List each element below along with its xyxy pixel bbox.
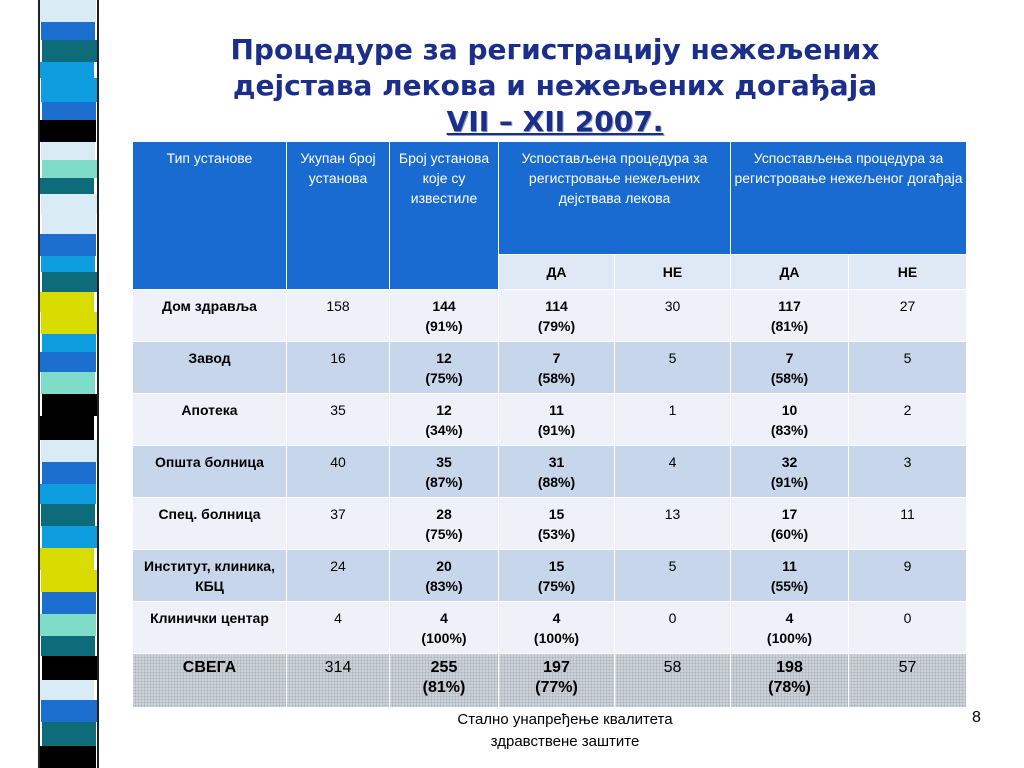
cell-total-value: 4 — [334, 610, 342, 626]
cell-reported-value: 12 — [436, 402, 452, 418]
stripe-band — [40, 62, 94, 78]
table-row — [133, 602, 967, 654]
table-row — [133, 550, 967, 602]
table-row — [133, 446, 967, 498]
header-reactions-no: НЕ — [615, 255, 731, 290]
cell-reported — [390, 654, 499, 708]
cell-name — [133, 446, 287, 498]
cell-reported — [390, 446, 499, 498]
cell-reactions-yes — [499, 290, 615, 342]
cell-reactions-yes-value: 4 — [552, 610, 561, 626]
cell-reported-value: 28 — [436, 506, 452, 522]
stripe-band — [41, 22, 95, 40]
header-proc-reactions: Успостављена процедура за регистровање нежељених дејствава лекова — [499, 142, 731, 255]
header-reactions-yes: ДА — [499, 255, 615, 290]
cell-events-no-value: 5 — [903, 350, 912, 366]
stripe-band — [40, 178, 94, 194]
cell-reactions-yes-value: 31 — [548, 454, 565, 470]
cell-events-yes — [731, 498, 849, 550]
cell-reactions-yes — [499, 342, 615, 394]
cell-total-value: 158 — [326, 298, 350, 314]
cell-reactions-no-value: 5 — [668, 558, 677, 574]
cell-events-no — [849, 654, 967, 708]
cell-total — [287, 602, 390, 654]
cell-reported-value: (75%) — [425, 370, 463, 386]
cell-reactions-no — [615, 654, 731, 708]
cell-reactions-yes-value: (77%) — [535, 679, 578, 696]
cell-reported-value: (34%) — [425, 422, 463, 438]
cell-reported-value: 4 — [440, 610, 448, 626]
stripe-band — [40, 614, 96, 636]
stripe-band — [42, 592, 96, 614]
cell-events-no-value: 57 — [898, 659, 917, 676]
header-events-yes: ДА — [731, 255, 849, 290]
cell-events-yes-value: 11 — [782, 558, 797, 574]
cell-total — [287, 394, 390, 446]
cell-reported — [390, 550, 499, 602]
header-total: Укупан број установа — [287, 142, 390, 290]
stripe-band — [40, 746, 96, 768]
stripe-band — [42, 272, 98, 292]
cell-events-yes-value: 17 — [781, 506, 798, 522]
cell-events-yes-value: 32 — [781, 454, 798, 470]
cell-reactions-yes — [499, 602, 615, 654]
stripe-band — [41, 504, 95, 526]
cell-events-no — [849, 498, 967, 550]
stripe-band — [40, 680, 94, 700]
cell-reported — [390, 602, 499, 654]
cell-name — [133, 342, 287, 394]
stripe-edge — [38, 0, 40, 768]
cell-total-value: 40 — [330, 454, 346, 470]
table-row — [133, 498, 967, 550]
cell-name — [133, 654, 287, 708]
stripe-band — [41, 78, 97, 102]
header-type: Тип установе — [133, 142, 287, 290]
cell-events-yes — [731, 290, 849, 342]
cell-reported-value: 12 — [436, 350, 452, 366]
cell-total-value: 35 — [330, 402, 346, 418]
cell-reported-value: 35 — [436, 454, 452, 470]
stripe-band — [40, 0, 96, 22]
cell-events-yes-value: 4 — [785, 610, 794, 626]
cell-name — [133, 394, 287, 446]
cell-events-yes-value: (55%) — [770, 578, 809, 594]
cell-events-yes — [731, 550, 849, 602]
cell-reactions-yes-value: 114 — [545, 298, 568, 314]
cell-total — [287, 550, 390, 602]
cell-reactions-yes-value: 7 — [552, 350, 561, 366]
stripe-band — [42, 394, 98, 416]
cell-reactions-yes-value: (58%) — [537, 370, 576, 386]
cell-events-no-value: 3 — [903, 454, 912, 470]
cell-name — [133, 550, 287, 602]
cell-reported-value: (81%) — [422, 679, 466, 696]
stripe-band — [41, 636, 95, 656]
stripe-band — [41, 194, 97, 214]
cell-reactions-yes-value: (88%) — [537, 474, 576, 490]
cell-reactions-yes-value: (100%) — [533, 630, 580, 646]
stripe-band — [42, 722, 96, 746]
cell-name-value: Завод — [188, 350, 231, 366]
cell-events-no-value: 0 — [903, 610, 912, 626]
cell-reactions-no — [615, 498, 731, 550]
stripe-band — [42, 214, 96, 234]
stripe-band — [42, 526, 98, 548]
cell-reported-value: 20 — [436, 558, 452, 574]
stripe-band — [41, 570, 97, 592]
cell-reactions-yes — [499, 550, 615, 602]
cell-name-value: Институт, клиника, КБЦ — [144, 558, 275, 594]
cell-events-no — [849, 550, 967, 602]
cell-events-no — [849, 602, 967, 654]
cell-name — [133, 290, 287, 342]
cell-events-yes — [731, 394, 849, 446]
stripe-edge — [97, 0, 99, 768]
cell-reactions-no — [615, 446, 731, 498]
stripe-band — [41, 256, 95, 272]
cell-reactions-no-value: 30 — [664, 298, 681, 314]
cell-reactions-yes — [499, 446, 615, 498]
cell-reactions-yes — [499, 394, 615, 446]
cell-events-yes — [731, 446, 849, 498]
cell-reported-value: (83%) — [425, 578, 463, 594]
cell-reactions-no-value: 4 — [668, 454, 677, 470]
table-row — [133, 290, 967, 342]
cell-reactions-yes-value: (53%) — [537, 526, 576, 542]
table-row — [133, 342, 967, 394]
header-reported: Број установа које су известиле — [390, 142, 499, 290]
cell-reactions-no — [615, 342, 731, 394]
stripe-band — [40, 548, 94, 570]
stripe-band — [40, 484, 96, 504]
cell-events-yes-value: 198 — [776, 659, 803, 676]
cell-reported — [390, 290, 499, 342]
cell-reactions-yes-value: 15 — [548, 506, 565, 522]
cell-reactions-yes — [499, 654, 615, 708]
footer-text — [400, 709, 730, 753]
cell-events-no — [849, 342, 967, 394]
cell-events-yes-value: 117 — [778, 298, 801, 314]
cell-events-yes-value: 10 — [781, 402, 798, 418]
cell-reactions-no — [615, 602, 731, 654]
cell-reactions-yes-value: (91%) — [537, 422, 576, 438]
stripe-band — [42, 160, 98, 178]
stripe-band — [42, 462, 96, 484]
stripe-band — [42, 102, 96, 120]
cell-events-yes-value: (91%) — [770, 474, 809, 490]
cell-events-no — [849, 446, 967, 498]
cell-reactions-no-value: 13 — [664, 506, 681, 522]
cell-events-yes — [731, 654, 849, 708]
cell-events-yes — [731, 602, 849, 654]
cell-reactions-yes-value: 11 — [549, 402, 564, 418]
cell-total — [287, 498, 390, 550]
cell-reported-value: (91%) — [425, 318, 463, 334]
cell-events-no-value: 27 — [899, 298, 916, 314]
cell-total — [287, 290, 390, 342]
cell-total — [287, 446, 390, 498]
header-events-no: НЕ — [849, 255, 967, 290]
cell-reactions-yes-value: (79%) — [537, 318, 576, 334]
stripe-band — [41, 440, 97, 462]
cell-events-yes-value: (78%) — [768, 679, 811, 696]
title-line-2: дејстава лекова и нежељених догађаја — [232, 69, 878, 102]
cell-name — [133, 498, 287, 550]
footer-line-1: Стално унапређење квалитета — [457, 711, 673, 728]
cell-reactions-no-value: 58 — [663, 659, 682, 676]
cell-events-yes-value: (81%) — [770, 318, 809, 334]
cell-total-value: 314 — [324, 659, 352, 676]
cell-total-value: 24 — [330, 558, 346, 574]
cell-reported-value: 255 — [430, 659, 458, 676]
cell-reactions-yes-value: 15 — [548, 558, 565, 574]
cell-reactions-yes-value: (75%) — [537, 578, 576, 594]
decorative-stripe-column — [0, 0, 140, 768]
cell-events-no-value: 9 — [903, 558, 912, 574]
title-line-1: Процедуре за регистрацију нежељених — [230, 33, 880, 66]
cell-reported-value: (87%) — [425, 474, 463, 490]
cell-total-value: 16 — [330, 350, 346, 366]
stripe-band — [42, 656, 98, 680]
cell-events-no-value: 11 — [900, 506, 915, 522]
footer-line-2: здравствене заштите — [490, 733, 640, 750]
stripe-band — [41, 372, 95, 394]
stripe-band — [40, 234, 96, 256]
cell-reported-value: 144 — [432, 298, 456, 314]
cell-reported — [390, 394, 499, 446]
cell-events-no — [849, 290, 967, 342]
cell-reactions-no-value: 5 — [668, 350, 677, 366]
cell-total — [287, 654, 390, 708]
cell-events-yes-value: (100%) — [766, 630, 813, 646]
cell-events-yes-value: (60%) — [770, 526, 809, 542]
stripe-band — [40, 120, 96, 142]
cell-reactions-no — [615, 290, 731, 342]
stripe-band — [42, 40, 98, 62]
cell-name-value: Апотека — [181, 402, 238, 418]
stripe-band — [40, 292, 94, 312]
cell-name — [133, 602, 287, 654]
cell-events-no — [849, 394, 967, 446]
cell-reported-value: (100%) — [421, 630, 467, 646]
stripe-band — [40, 352, 96, 372]
total-row — [133, 654, 967, 708]
cell-name-value: Спец. болница — [158, 506, 261, 522]
cell-events-yes — [731, 342, 849, 394]
cell-reactions-no — [615, 394, 731, 446]
stripe-band — [41, 312, 97, 334]
cell-events-yes-value: (58%) — [770, 370, 809, 386]
header-proc-events: Успостављења процедура за регистровање нежељеног догађаја — [731, 142, 967, 255]
cell-name-value: Општа болница — [155, 454, 264, 470]
cell-reported — [390, 342, 499, 394]
cell-name-value: Клинички центар — [150, 610, 269, 626]
cell-reactions-no-value: 0 — [668, 610, 677, 626]
stripe-band — [41, 700, 97, 722]
cell-reactions-no — [615, 550, 731, 602]
stripe-band — [42, 334, 96, 352]
cell-reported — [390, 498, 499, 550]
cell-name-value: СВЕГА — [182, 659, 237, 676]
cell-total-value: 37 — [330, 506, 346, 522]
stripe-band — [41, 142, 95, 160]
cell-total — [287, 342, 390, 394]
cell-reactions-yes — [499, 498, 615, 550]
cell-reactions-yes-value: 197 — [543, 659, 570, 676]
cell-reported-value: (75%) — [425, 526, 463, 542]
page-number: 8 — [972, 709, 981, 726]
slide-title — [150, 32, 960, 140]
title-period: VII – XII 2007. — [446, 105, 664, 138]
cell-name-value: Дом здравља — [162, 298, 257, 314]
procedures-table — [132, 141, 967, 708]
cell-reactions-no-value: 1 — [668, 402, 677, 418]
cell-events-yes-value: 7 — [785, 350, 794, 366]
cell-events-no-value: 2 — [903, 402, 912, 418]
table-row — [133, 394, 967, 446]
stripe-band — [40, 416, 94, 440]
cell-events-yes-value: (83%) — [770, 422, 809, 438]
